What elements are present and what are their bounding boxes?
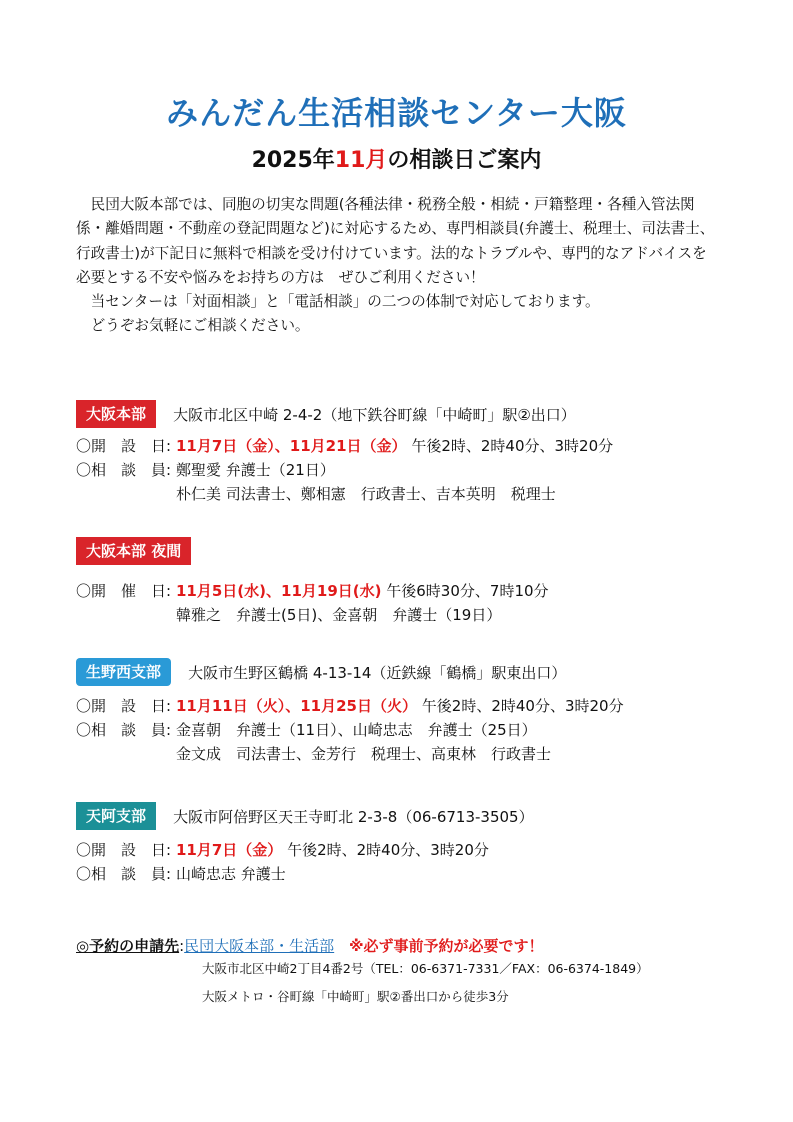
section-badge: 大阪本部 bbox=[76, 400, 156, 428]
date-row bbox=[76, 579, 736, 603]
reservation-org-link[interactable]: 民団大阪本部・生活部 bbox=[184, 937, 335, 955]
reservation-address: 大阪市北区中崎2丁目4番2号（TEL：06-6371-7331／FAX：06-6374-1849） bbox=[202, 961, 649, 976]
staff-line: 朴仁美 司法書士、鄭相憲 行政書士、吉本英明 税理士 bbox=[176, 485, 556, 503]
section-address: 大阪市北区中崎 2-4-2（地下鉄谷町線「中崎町」駅②出口） bbox=[173, 405, 576, 424]
date-highlight: 11月5日(水)、11月19日(水) bbox=[176, 582, 382, 600]
section-badge: 大阪本部 夜間 bbox=[76, 537, 191, 565]
date-row bbox=[76, 694, 736, 718]
staff-line: 鄭聖愛 弁護士（21日） bbox=[176, 461, 335, 479]
staff-row bbox=[76, 482, 736, 506]
date-highlight: 11月7日（金）、11月21日（金） bbox=[176, 437, 407, 455]
date-highlight: 11月7日（金） bbox=[176, 841, 283, 859]
date-label: 〇開 設 日: bbox=[76, 841, 172, 859]
page-title: みんだん生活相談センター大阪 bbox=[166, 94, 627, 132]
section-ikuno-nishi bbox=[76, 658, 736, 766]
section-osaka-honbu bbox=[76, 400, 736, 506]
date-times: 午後2時、2時40分、3時20分 bbox=[287, 841, 489, 859]
reservation-access: 大阪メトロ・谷町線「中崎町」駅②番出口から徒歩3分 bbox=[202, 989, 509, 1004]
reservation-alert: ※必ず事前予約が必要です！ bbox=[348, 937, 544, 955]
date-highlight: 11月11日（火）、11月25日（火） bbox=[176, 697, 417, 715]
section-badge: 天阿支部 bbox=[76, 802, 156, 830]
subtitle-month: 11月 bbox=[334, 148, 388, 173]
section-osaka-night bbox=[76, 537, 736, 627]
intro-text bbox=[76, 193, 716, 339]
date-label: 〇開 催 日: bbox=[76, 582, 172, 600]
date-row bbox=[76, 838, 736, 862]
staff-label: 〇相 談 員: bbox=[76, 865, 172, 883]
intro-paragraph: どうぞお気軽にご相談ください。 bbox=[90, 317, 310, 335]
staff-label: 〇相 談 員: bbox=[76, 461, 172, 479]
reservation-footer: ◎予約の申請先:民団大阪本部・生活部 ※必ず事前予約が必要です！ 大阪市北区中崎2丁目4番2号（TEL：06-6371-7331／FAX：06-6374-1849） 大阪メトロ・谷町線「中崎町」駅②番出口から徒歩3分 bbox=[76, 935, 736, 1010]
date-times: 午後2時、2時40分、3時20分 bbox=[421, 697, 624, 715]
staff-line: 金喜朝 弁護士（11日）、山崎忠志 弁護士（25日） bbox=[176, 721, 537, 739]
page-subtitle bbox=[0, 143, 793, 174]
section-address: 大阪市阿倍野区天王寺町北 2-3-8（06-6713-3505） bbox=[173, 807, 534, 826]
staff-line: 山崎忠志 弁護士 bbox=[176, 865, 286, 883]
reservation-label: ◎予約の申請先 bbox=[76, 937, 180, 955]
staff-row bbox=[76, 742, 736, 766]
subtitle-rest: の相談日ご案内 bbox=[387, 148, 542, 173]
section-tenna bbox=[76, 802, 736, 886]
date-row bbox=[76, 434, 736, 458]
date-times: 午後6時30分、7時10分 bbox=[386, 582, 549, 600]
staff-row bbox=[76, 718, 736, 742]
section-address: 大阪市生野区鶴橋 4-13-14（近鉄線「鶴橋」駅東出口） bbox=[188, 663, 567, 682]
date-times: 午後2時、2時40分、3時20分 bbox=[411, 437, 614, 455]
staff-row bbox=[76, 603, 736, 627]
staff-label: 〇相 談 員: bbox=[76, 721, 172, 739]
staff-row bbox=[76, 458, 736, 482]
staff-line: 金文成 司法書士、金芳行 税理士、高東林 行政書士 bbox=[176, 745, 552, 763]
date-label: 〇開 設 日: bbox=[76, 437, 172, 455]
date-label: 〇開 設 日: bbox=[76, 697, 172, 715]
staff-line: 韓雅之 弁護士(5日)、金喜朝 弁護士（19日） bbox=[176, 606, 502, 624]
intro-paragraph: 当センターは「対面相談」と「電話相談」の二つの体制で対応しております。 bbox=[90, 293, 600, 311]
section-badge: 生野西支部 bbox=[76, 658, 171, 686]
subtitle-year: 2025年 bbox=[251, 148, 335, 173]
staff-row bbox=[76, 862, 736, 886]
intro-paragraph: 民団大阪本部では、同胞の切実な問題(各種法律・税務全般・相続・戸籍整理・各種入管法関係・離婚問題・不動産の登記問題など)に対応するため、専門相談員(弁護士、税理士、司法書士、行政書士)が下記日に無料で相談を受け付けています。法的なトラブルや、専門的なアドバイスを必要とする不安や悩みをお持ちの方は ぜひご利用ください！ bbox=[76, 196, 715, 286]
